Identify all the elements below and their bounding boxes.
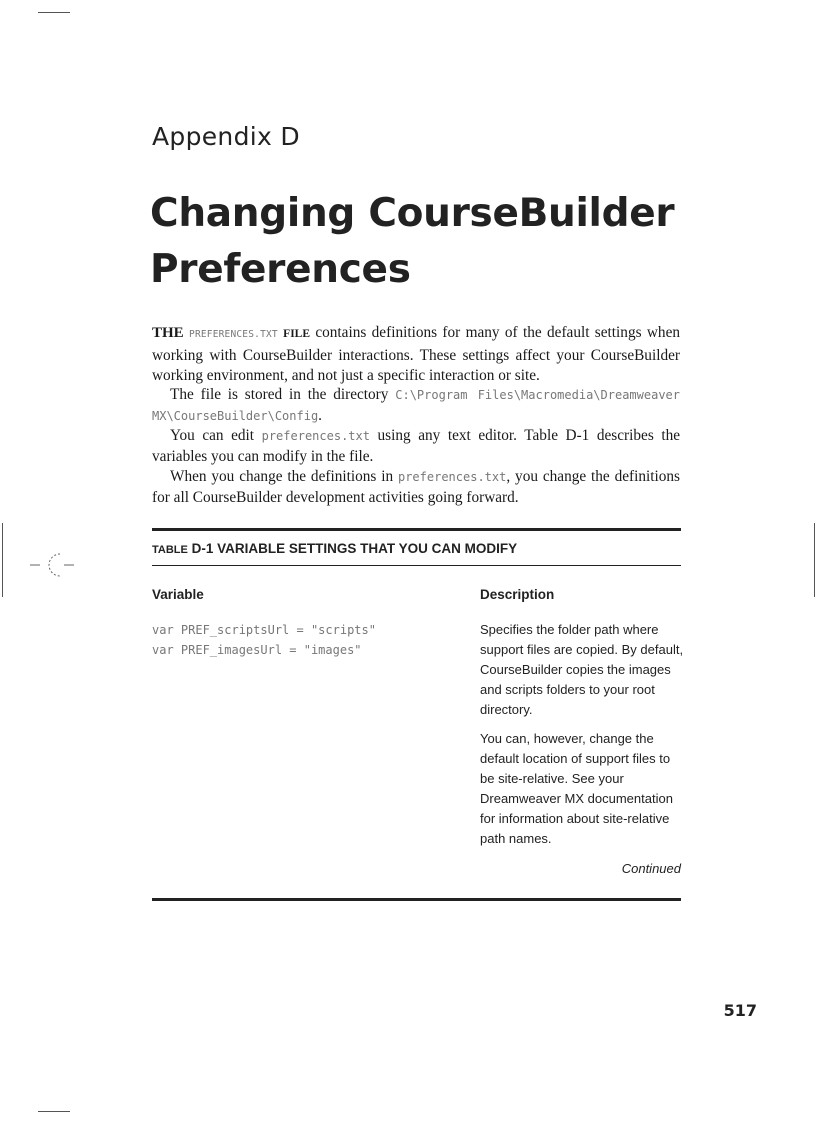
intro-paragraph-2 [152,385,680,426]
description-paragraph-2: You can, however, change the default location of support files to be site-relative. See your Dreamweaver MX documentation for information about site-relative path names. [480,731,673,846]
description-paragraph-1: Specifies the folder path where support files are copied. By default, CourseBuilder copies the images and scripts folders to your root directory. [480,622,684,717]
variable-images-url: var PREF_imagesUrl = "images" [152,643,362,657]
table-top-rule [152,528,681,531]
lead-in-filename: PREFERENCES.TXT [189,329,278,340]
intro-paragraph-4 [152,467,680,508]
lead-in-the: THE [152,325,184,341]
intro-paragraph-3 [152,426,680,467]
intro-paragraph-2-text: The file is stored in the directory [170,386,396,403]
column-header-variable: Variable [152,587,204,602]
intro-paragraph-3-text-b: using any text editor. Table D-1 describes the variables you can modify in the file. [152,427,681,465]
config-directory-path: C:\Program Files\Macromedia\Dreamweaver MX\CourseBuilder\Config [152,388,680,423]
continued-label: Continued [621,861,681,876]
intro-paragraph-2-end: . [318,406,322,424]
page-number: 517 [723,1001,757,1020]
crop-mark-top-left [38,12,70,13]
preferences-filename: preferences.txt [397,470,507,484]
registration-mark-icon [30,546,76,582]
crop-mark-bottom-left [38,1111,70,1112]
table-caption [152,541,517,556]
table-caption-prefix: TABLE [152,544,188,556]
column-header-description: Description [480,587,555,602]
intro-paragraph-4-text-b: , you change the definitions for all CourseBuilder development activities going forward. [152,468,681,506]
intro-paragraph-1 [152,323,680,387]
chapter-title: Changing CourseBuilder Preferences [150,191,675,292]
table-caption-rule [152,565,681,566]
table-caption-text: D-1 VARIABLE SETTINGS THAT YOU CAN MODIFY [187,541,518,556]
intro-paragraph-1-text: contains definitions for many of the default settings when working with CourseBuilder interactions. These settings affect your CourseBuilder working environment, and not just a specific interaction or site. [152,324,681,384]
lead-in-file: FILE [283,328,311,340]
intro-paragraph-3-text-a: You can edit [170,427,262,444]
appendix-label: Appendix D [152,122,300,151]
variable-scripts-url: var PREF_scriptsUrl = "scripts" [152,623,376,637]
crop-mark-left [2,523,3,597]
preferences-filename: preferences.txt [261,429,370,443]
crop-mark-right [814,523,815,597]
intro-paragraph-4-text-a: When you change the definitions in [170,468,398,485]
table-bottom-rule [152,898,681,901]
